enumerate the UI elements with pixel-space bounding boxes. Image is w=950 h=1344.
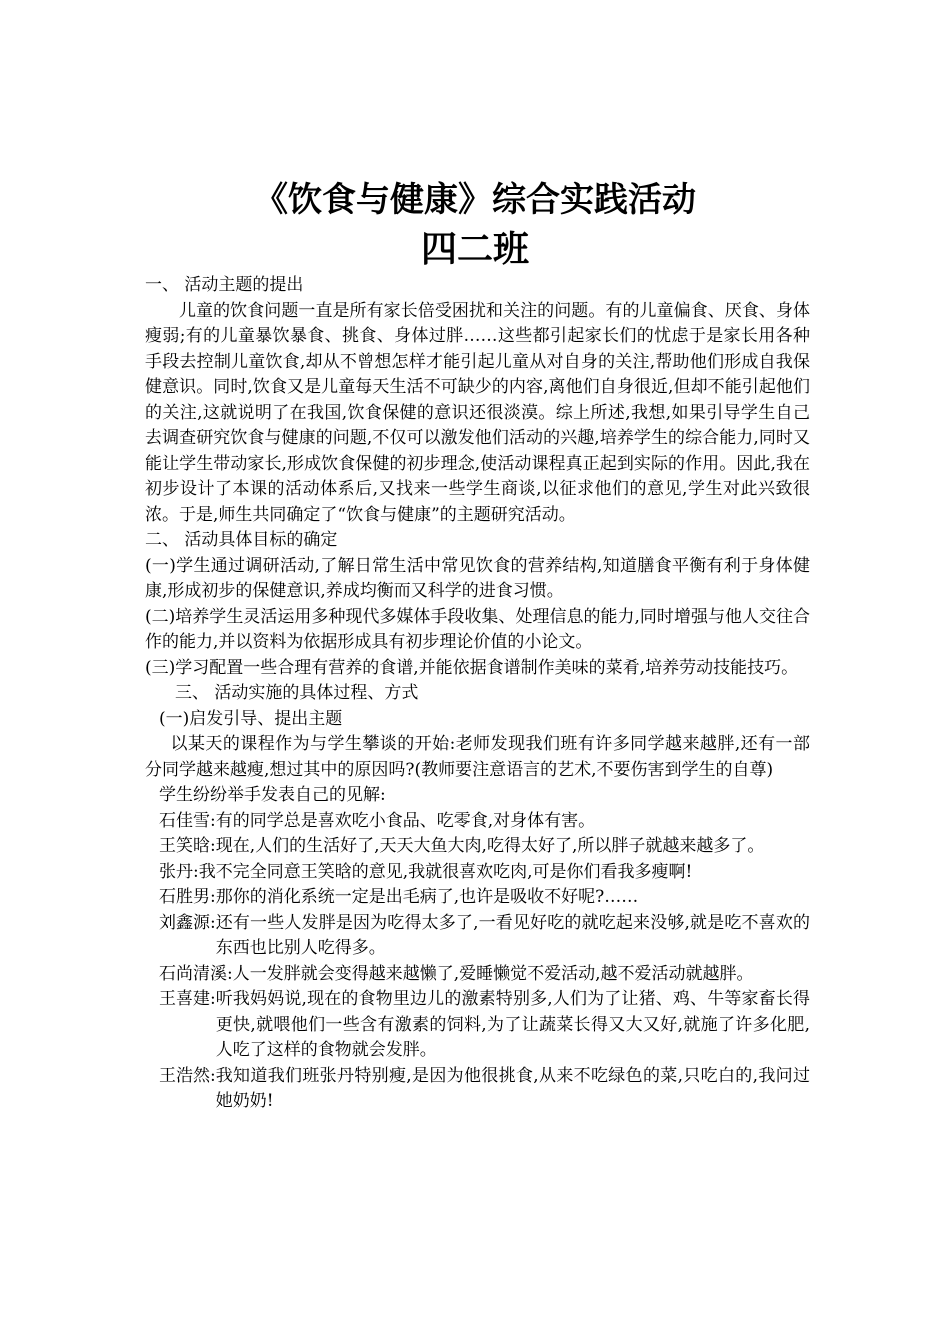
speaker-text: 听我妈妈说,现在的食物里边儿的激素特别多,人们为了让猪、鸡、牛等家畜长得更快,就喂他们一些含有激素的饲料,为了让蔬菜长得又大又好,就施了许多化肥,人吃了这样的食物就会发胖。 — [215, 989, 810, 1060]
section-3-lead: 学生纷纷举手发表自己的见解: — [159, 785, 386, 805]
speaker-text: 有的同学总是喜欢吃小食品、吃零食,对身体有害。 — [215, 810, 596, 831]
speaker-name: 石胜男: — [159, 887, 216, 907]
speaker-name: 刘鑫源: — [159, 912, 216, 933]
speaker-name: 石尚清溪: — [159, 963, 233, 984]
speaker-name: 石佳雪: — [159, 810, 216, 831]
speaker-name: 王喜建: — [159, 989, 216, 1009]
section-3-subheading: (一)启发引导、提出主题 — [159, 708, 343, 729]
section-3-heading: 三、 活动实施的具体过程、方式 — [175, 683, 419, 703]
section-1-paragraph: 儿童的饮食问题一直是所有家长倍受困扰和关注的问题。有的儿童偏食、厌食、身体瘦弱;有的儿童暴饮暴食、挑食、身体过胖……这些都引起家长们的忧虑于是家长用各种手段去控制儿童饮食,却从不曾想怎样才能引起儿童从对自身的关注,帮助他们形成自我保健意识。同时,饮食又是儿童每天生活不可缺少的内容,离他们自身很近,但却不能引起他们的关注,这就说明了在我国,饮食保健的意识还很淡漠。综上所述,我想,如果引导学生自己去调查研究饮食与健康的问题,不仅可以激发他们活动的兴趣,培养学生的综合能力,同时又能让学生带动家长,形成饮食保健的初步理念,使活动课程真正起到实际的作用。因此,我在初步设计了本课的活动体系后,又找来一些学生商谈,以征求他们的意见,学生对此兴致很浓。于是,师生共同确定了“饮食与健康”的主题研究活动。 — [145, 300, 810, 525]
speaker-name: 王笑晗: — [159, 836, 216, 856]
section-1-heading: 一、 活动主题的提出 — [145, 275, 304, 295]
section-2-heading: 二、 活动具体目标的确定 — [145, 530, 338, 550]
dialogue-line — [159, 860, 810, 886]
class-name: 四二班 — [420, 229, 529, 270]
document-title: 《饮食与健康》综合实践活动 — [254, 180, 696, 220]
speaker-name: 王浩然: — [159, 1065, 216, 1086]
dialogue-line — [159, 885, 810, 911]
speaker-text: 我不完全同意王笑晗的意见,我就很喜欢吃肉,可是你们看我多瘦啊! — [198, 861, 693, 882]
goal-2: (二)培养学生灵活运用多种现代多媒体手段收集、处理信息的能力,同时增强与他人交往合作的能力,并以资料为依据形成具有初步理论价值的小论文。 — [145, 606, 810, 652]
speaker-text: 还有一些人发胖是因为吃得太多了,一看见好吃的就吃起来没够,就是吃不喜欢的东西也比别人吃得多。 — [215, 912, 810, 958]
dialogue-line — [159, 834, 810, 860]
dialogue-line — [159, 809, 810, 835]
dialogue-line — [159, 1064, 810, 1115]
speaker-text: 那你的消化系统一定是出毛病了,也许是吸收不好呢?…… — [215, 887, 639, 907]
goal-3: (三)学习配置一些合理有营养的食谱,并能依据食谱制作美味的菜肴,培养劳动技能技巧。 — [145, 657, 799, 678]
speaker-text: 人一发胖就会变得越来越懒了,爱睡懒觉不爱活动,越不爱活动就越胖。 — [232, 963, 754, 984]
section-3-intro: 以某天的课程作为与学生攀谈的开始:老师发现我们班有许多同学越来越胖,还有一部分同学越来越瘦,想过其中的原因吗?(教师要注意语言的艺术,不要伤害到学生的自尊) — [145, 734, 810, 780]
dialogue-line — [159, 962, 810, 988]
goal-1: (一)学生通过调研活动,了解日常生活中常见饮食的营养结构,知道膳食平衡有利于身体健康,形成初步的保健意识,养成均衡而又科学的进食习惯。 — [145, 555, 810, 601]
speaker-name: 张丹: — [159, 861, 199, 882]
document-body — [145, 273, 810, 1115]
speaker-text: 现在,人们的生活好了,天天大鱼大肉,吃得太好了,所以胖子就越来越多了。 — [215, 836, 765, 856]
dialogue-line — [159, 987, 810, 1064]
dialogue-line — [159, 911, 810, 962]
speaker-text: 我知道我们班张丹特别瘦,是因为他很挑食,从来不吃绿色的菜,只吃白的,我问过她奶奶! — [215, 1065, 810, 1111]
